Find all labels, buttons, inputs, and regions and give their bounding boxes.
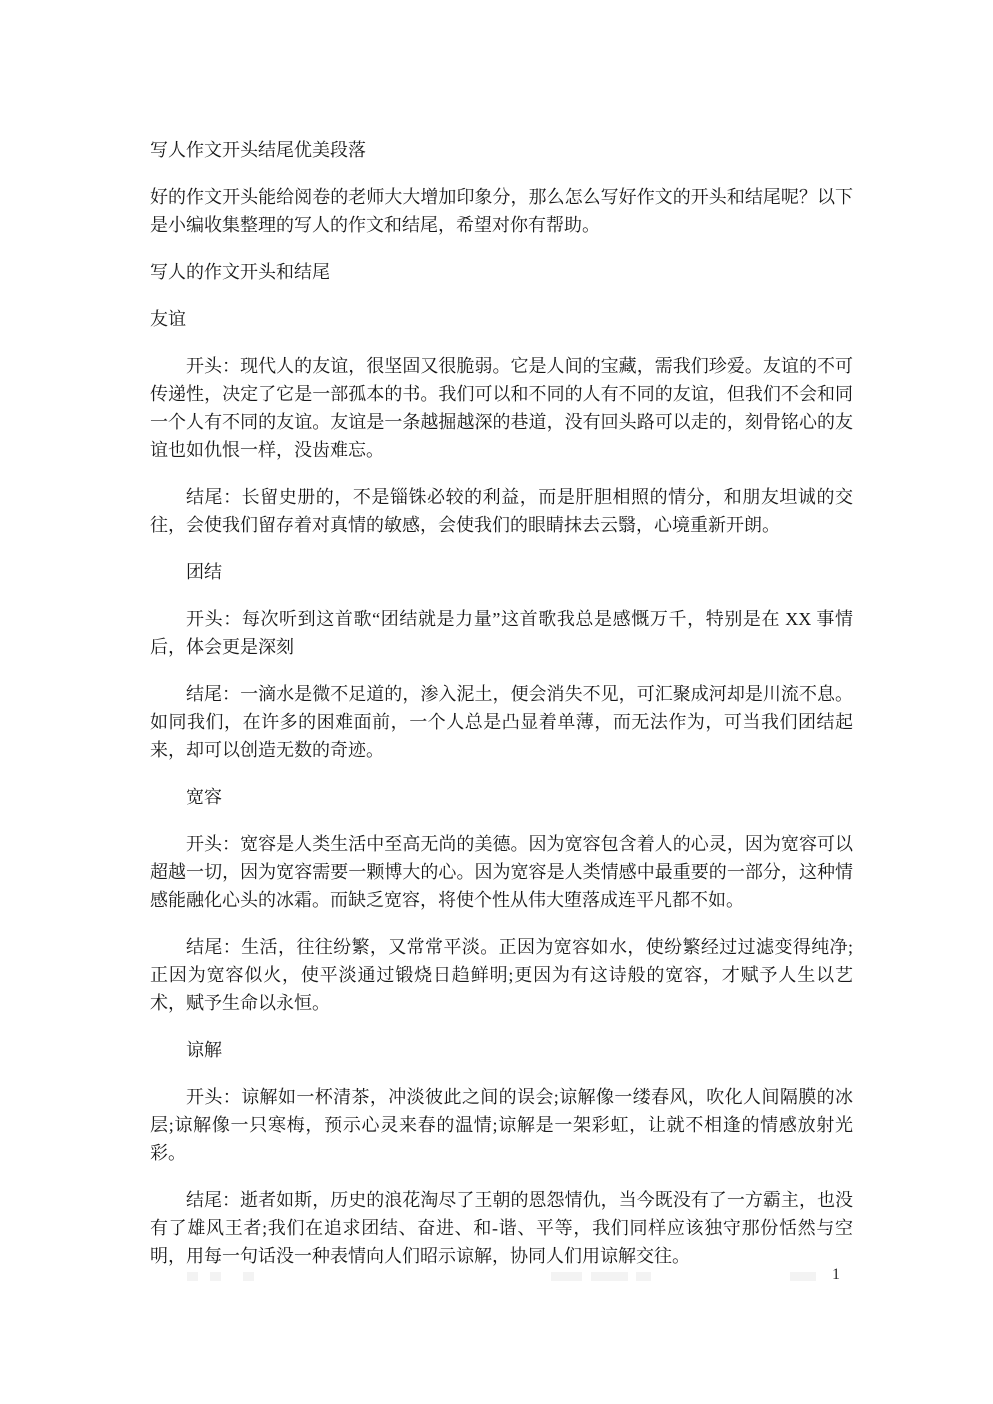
document-title: 写人作文开头结尾优美段落 [150,140,366,160]
watermark-artifact [551,1272,582,1281]
page-number: 1 [832,1266,840,1283]
section-heading: 宽容 [186,787,222,807]
document-body [150,136,853,1289]
watermark-artifact [636,1272,651,1281]
section-heading: 团结 [186,562,222,582]
intro-paragraph: 好的作文开头能给阅卷的老师大大增加印象分，那么怎么写好作文的开头和结尾呢？以下是小编收集整理的写人的作文和结尾，希望对你有帮助。 [150,187,853,235]
document-subtitle: 写人的作文开头和结尾 [150,262,330,282]
section-closing: 结尾：长留史册的，不是锱铢必较的利益，而是肝胆相照的情分，和朋友坦诚的交往，会使我们留存着对真情的敏感，会使我们的眼睛抹去云翳，心境重新开朗。 [150,487,853,535]
section-closing: 结尾：生活，往往纷繁，又常常平淡。正因为宽容如水，使纷繁经过过滤变得纯净;正因为宽容似火，使平淡通过锻烧日趋鲜明;更因为有这诗般的宽容，才赋予人生以艺术，赋予生命以永恒。 [150,937,853,1013]
section-opening: 开头：每次听到这首歌“团结就是力量”这首歌我总是感慨万千，特别是在 XX 事情后，体会更是深刻 [150,609,853,657]
section-opening: 开头：现代人的友谊，很坚固又很脆弱。它是人间的宝藏，需我们珍爱。友谊的不可传递性，决定了它是一部孤本的书。我们可以和不同的人有不同的友谊，但我们不会和同一个人有不同的友谊。友谊是一条越掘越深的巷道，没有回头路可以走的，刻骨铭心的友谊也如仇恨一样，没齿难忘。 [150,356,853,460]
watermark-artifact [790,1272,816,1281]
watermark-artifact [243,1272,254,1281]
section-opening: 开头：宽容是人类生活中至高无尚的美德。因为宽容包含着人的心灵，因为宽容可以超越一切，因为宽容需要一颗博大的心。因为宽容是人类情感中最重要的一部分，这种情感能融化心头的冰霜。而缺乏宽容，将使个性从伟大堕落成连平凡都不如。 [150,834,853,910]
watermark-artifact [187,1272,198,1281]
section-closing: 结尾：一滴水是微不足道的，渗入泥土，便会消失不见，可汇聚成河却是川流不息。如同我们，在许多的困难面前，一个人总是凸显着单薄，而无法作为，可当我们团结起来，却可以创造无数的奇迹。 [150,684,853,760]
section-heading: 友谊 [150,309,186,329]
section-heading: 谅解 [186,1040,222,1060]
section-opening: 开头：谅解如一杯清茶，冲淡彼此之间的误会;谅解像一缕春风，吹化人间隔膜的冰层;谅解像一只寒梅，预示心灵来春的温情;谅解是一架彩虹，让就不相逢的情感放射光彩。 [150,1087,853,1163]
watermark-artifact [591,1272,628,1281]
section-closing: 结尾：逝者如斯，历史的浪花淘尽了王朝的恩怨情仇，当今既没有了一方霸主，也没有了雄风王者;我们在追求团结、奋进、和-谐、平等，我们同样应该独守那份恬然与空明，用每一句话没一种表情向人们昭示谅解，协同人们用谅解交往。 [150,1190,853,1266]
watermark-artifact [210,1272,221,1281]
